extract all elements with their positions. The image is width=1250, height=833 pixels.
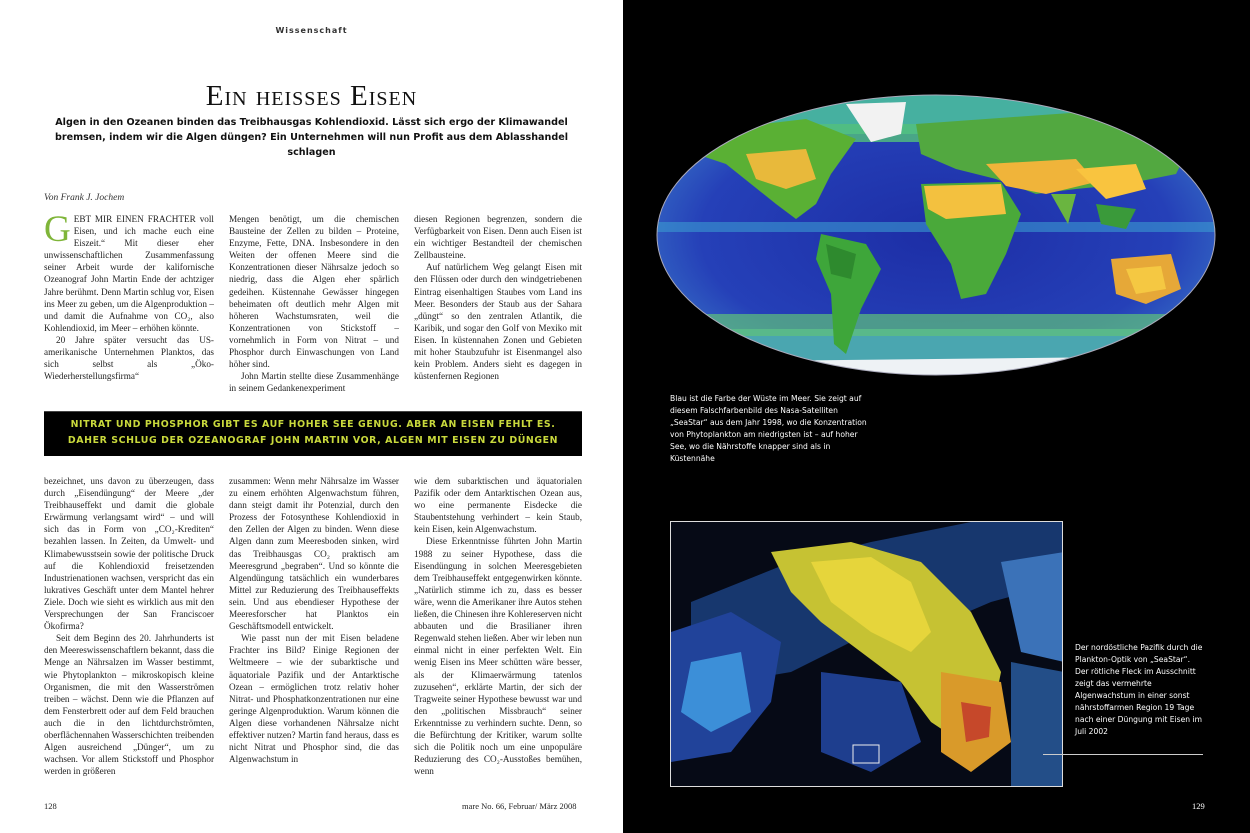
world-map-caption: Blau ist die Farbe der Wüste im Meer. Sie zeigt auf diesem Falschfarbenbild des Nasa-Satelliten „SeaStar“ aus dem Jahr 1998, wo die Konzentration von Phytoplankton am niedrigsten ist – auf hoher See, wo die Nährstoffe knapper sind als in Küstennähe [670,394,867,463]
paragraph: wie dem subarktischen und äquatorialen Pazifik oder dem Antarktischen Ozean aus, wo eine permanente Eisdecke die Staubentstehung verhindert – kein Staub, kein Eisen, kein Algenwachstum. [414,476,582,535]
pacific-chlorophyll-map [671,522,1063,787]
paragraph: Auf natürlichem Weg gelangt Eisen mit den Flüssen oder durch den windgetriebenen Eintrag eisenhaltigen Staubes vom Land ins Meer. Besonders der Staub aus der Sahara „düngt“ so den zentralen Atlantik, die Karibik, und sogar den Golf von Mexiko mit Eisen. In küstennahen Zonen und Gebieten mit hoher Staubzufuhr ist Eisenmangel also kein Problem. Anders sieht es dagegen in küstenfernen Regionen [414,262,582,382]
paragraph: bezeichnet, uns davon zu überzeugen, dass durch „Eisendüngung“ der Meere „der Treibhauseffekt und damit die globale Erwärmung verlangsamt wird“ – und will sich das in Form von „CO₂-Krediten“ bezahlen lassen. In Zeiten, da Umwelt- und Klimabewusstsein sowie der politische Druck auf die Kohlendioxid freisetzenden Industrienationen wachsen, verspricht das ein lukratives Geschäft unter dem Mantel hehrer Ziele. Doch wie sieht es wirklich aus mit den Versprechungen der San Franciscoer Ökofirma? [44,476,214,632]
pull-quote-line-1: NITRAT UND PHOSPHOR GIBT ES AUF HOHER SEE GENUG. ABER AN EISEN FEHLT ES. [70,419,556,430]
paragraph: EBT MIR EINEN FRACHTER voll Eisen, und ich mache euch eine Eiszeit.“ Mit dieser eher unwissenschaftlichen Zusammenfassung seiner Arbeit wurde der kalifornische Ozeanograf John Martin Ende der achtziger Jahre berühmt. Denn Martin schlug vor, Eisen ins Meer zu geben, um die Algenproduktion – und damit die Aufnahme von CO₂, also Kohlendioxid, im Meer – erhöhen könnte. [44,214,214,333]
caption-leader-line [1063,754,1203,755]
article-title: Ein heisses Eisen [205,80,418,112]
page-number-left: 128 [44,801,57,811]
caption-leader-line [1043,754,1063,755]
pacific-satellite-image [670,521,1063,787]
top-column-3 [414,213,582,401]
bottom-column-2 [229,475,399,795]
paragraph: Mengen benötigt, um die chemischen Bausteine der Zellen zu bilden – Proteine, Enzyme, Fette, DNA. Insbesondere in den Weiten der offenen Meere sind die Konzentrationen dieser Nährsalze jedoch so niedrig, dass die Algen eher spärlich gedeihen. Küstennahe Gewässer hingegen beheimaten oft deutlich mehr Algen mit höheren Wachstumsraten, weil die Konzentrationen von Stickstoff – vornehmlich in Form von Nitrat – und Phosphor durch Einwaschungen von Land höher sind. [229,214,399,370]
byline: Von Frank J. Jochem [44,193,125,203]
pull-quote [44,411,582,456]
paragraph: diesen Regionen begrenzen, sondern die Verfügbarkeit von Eisen. Denn auch Eisen ist ein wichtiger Bestandteil der chemischen Zellbausteine. [414,214,582,261]
section-label: Wissenschaft [275,26,348,35]
top-column-1 [44,213,214,401]
paragraph: Seit dem Beginn des 20. Jahrhunderts ist den Meereswissenschaftlern bekannt, dass die Menge an Nährsalzen im Wasser bestimmt, wie Phytoplankton – mikroskopisch kleine Organismen, die mit den Wasserströmen treiben – wächst. Denn wie die Pflanzen auf dem Fensterbrett oder auf dem Feld brauchen auch die in den lichtdurchströmten, oberflächennahen Wasserschichten treibenden Algen ausreichend „Dünger“, um zu wachsen. Vor allem Stickstoff und Phosphor werden in größeren [44,633,214,777]
paragraph: zusammen: Wenn mehr Nährsalze im Wasser zu einem erhöhten Algenwachstum führen, dann steigt damit ihr Potenzial, durch den Prozess der Fotosynthese Kohlendioxid in den Zellen der Algen zu binden. Wenn diese Algen dann zum Meeresboden sinken, wird das Treibhausgas CO₂ praktisch am Meeresgrund „begraben“. Und so könnte die Algendüngung tatsächlich ein wunderbares Mittel zur Reduzierung des Treibhauseffekts sein. Und aus ebendieser Hypothese der Meeresforscher hat Planktos ein Geschäftsmodell entwickelt. [229,476,399,632]
pacific-caption: Der nordöstliche Pazifik durch die Plankton-Optik von „SeaStar“. Der rötliche Fleck im Ausschnitt zeigt das vermehrte Algenwachstum in einer sonst nährstoffarmen Region 19 Tage nach einer Düngung mit Eisen im Juli 2002 [1075,643,1203,736]
bottom-column-1 [44,475,214,795]
issue-info: mare No. 66, Februar/ März 2008 [462,801,577,811]
right-page [623,0,1250,833]
page-number-right: 129 [1192,801,1205,811]
paragraph: 20 Jahre später versucht das US-amerikanische Unternehmen Planktos, das sich selbst als „Öko-Wiederherstellungsfirma“ [44,334,214,382]
pull-quote-line-2: DAHER SCHLUG DER OZEANOGRAF JOHN MARTIN VOR, ALGEN MIT EISEN ZU DÜNGEN [67,435,559,446]
bottom-column-3 [414,475,582,795]
paragraph: Diese Erkenntnisse führten John Martin 1988 zu seiner Hypothese, dass die Eisendüngung in solchen Meeresgebieten dem Treibhauseffekt entgegenwirken könnte. „Natürlich stimme ich zu, dass es besser wäre, wenn die Amerikaner ihre Autos stehen ließen, die Chinesen ihre Kohlereserven nicht abbauten und die Brasilianer ihren Regenwald stehen ließen. Aber wir leben nun einmal nicht in einer perfekten Welt. Ein wenig Eisen ins Meer schütten wäre besser, als der Klimaerwärmung tatenlos zuzusehen“, erklärte Martin, der sich der Tragweite seiner Hypothese bewusst war und den „politischen Missbrauch“ seiner Erkenntnisse zu verhindern suchte. Denn, so die Befürchtung der Kritiker, warum sollte sich die Politik noch um eine unpopuläre Reduzierung des CO₂-Ausstoßes bemühen, wenn [414,536,582,777]
world-satellite-map [656,94,1216,376]
top-column-2 [229,213,399,401]
drop-cap: G [44,213,71,250]
paragraph: John Martin stellte diese Zusammenhänge in seinem Gedankenexperiment [229,371,399,394]
article-dek: Algen in den Ozeanen binden das Treibhausgas Kohlendioxid. Lässt sich ergo der Klimawandel bremsen, indem wir die Algen düngen? Ein Unternehmen will nun Profit aus dem Ablasshandel schlagen [54,117,568,158]
left-page [0,0,623,833]
paragraph: Wie passt nun der mit Eisen beladene Frachter ins Bild? Einige Regionen der Weltmeere – wie der subarktische und äquatoriale Pazifik und der Antarktische Ozean – ermöglichen trotz relativ hoher Nitrat- und Phosphatkonzentrationen nur eine geringe Algenproduktion. Warum können die Algen diese vorhandenen Nährsalze nicht effektiver nutzen? Martin fand heraus, dass es nicht Nitrat und Phosphor sind, die das Algenwachstum in [229,633,399,765]
